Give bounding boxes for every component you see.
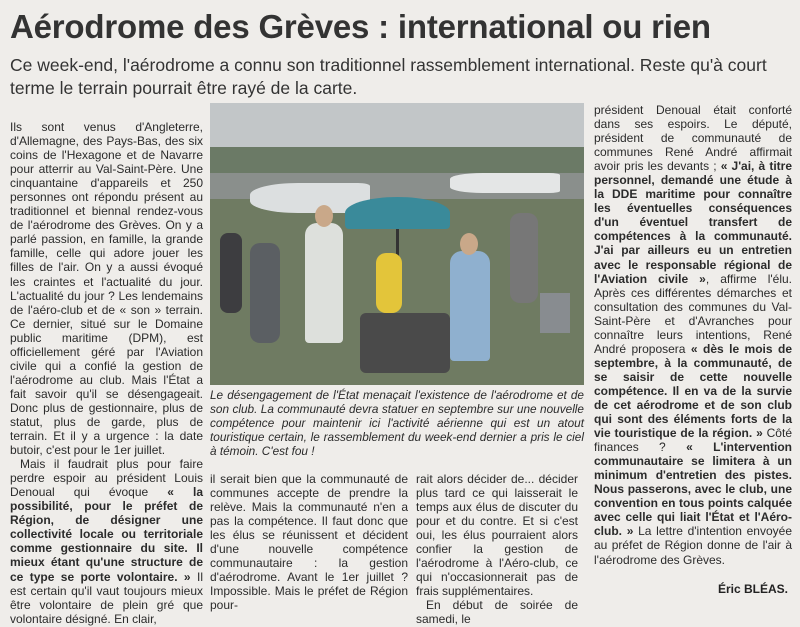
quote-prefet: « la possibilité, pour le préfet de Région, de désigner une collectivité locale ou territoriale comme gestionnaire du site. Il mieux étant qu'une structure de ce type se porte volontaire. » bbox=[10, 485, 204, 584]
paragraph-text: La lettre d'intention envoyée au préfet de Région donne de l'air à l'aérodrome des Grèves. bbox=[594, 524, 792, 567]
paragraph-text: , affirme l'élu. Après ces différentes démarches et consultation des communes du Val-Saint-Père et d'Avranches pour connaître leurs intentions, René André proposera bbox=[594, 271, 792, 356]
photo-caption: Le désengagement de l'État menaçait l'existence de l'aérodrome et de son club. La communauté devra statuer en septembre sur une nouvelle compétence pour maintenir ici l'activité aérienne qui est un atout touristique certain, le rassemblement du week-end dernier a pris le ciel à témoin. C'est fou ! bbox=[210, 388, 584, 458]
paragraph-text: président Denoual était conforté dans ses espoirs. Le député, président de communauté de communes René André affirmait avoir pris les devants ; bbox=[594, 103, 792, 174]
quote-competence: « dès le mois de septembre, à la communauté, de se saisir de cette nouvelle compétence. Il en va de la survie de cet aérodrome et de son club qui sont des éléments forts de la vie touristique de la région. » bbox=[594, 341, 792, 441]
article-column-2 bbox=[210, 472, 408, 612]
column-4-paragraph bbox=[594, 103, 792, 567]
column-3-paragraph-1: rait alors décider de... décider plus tard ce qui laisserait le temps aux élus de discuter du pour et du contre. Et si c'est oui, les élus pourraient alors confier la gestion de l'aérodrome à l'Aéro-club, ce qui n'occasionnerait pas de frais supplémentaires. bbox=[416, 472, 578, 599]
quote-depute: « J'ai, à titre personnel, demandé une étude à la DDE maritime pour connaître les éventuelles conséquences d'un éventuel transfert de compétences à la communauté. J'ai par ailleurs eu un entretien avec le responsable régional de l'Aviation civile » bbox=[594, 159, 793, 286]
article-byline: Éric BLÉAS. bbox=[718, 582, 789, 596]
column-3-paragraph-2: En début de soirée de samedi, le bbox=[416, 598, 578, 627]
paragraph-text: Mais il faudrait plus pour faire perdre espoir au président Louis Denoual qui évoque bbox=[10, 457, 203, 500]
article-column-4 bbox=[594, 103, 792, 567]
article-photo bbox=[210, 103, 584, 385]
column-1-paragraph-1: Ils sont venus d'Angleterre, d'Allemagne, des Pays-Bas, des six coins de l'Hexagone et de Navarre pour atterrir au Val-Saint-Père. Une cinquantaine d'appareils et 250 personnes ont répondu présent au traditionnel et biennal rendez-vous de l'aérodrome des Grèves. On y a parlé passion, en famille, la grande famille, celle qui adore jouer les filles de l'air. On y a aussi évoqué les craintes et l'actualité du jour. L'actualité du jour ? Les lendemains de l'aéro-club et de « son » terrain. Ce dernier, situé sur le Domaine public maritime (DPM), est officiellement géré par l'Aviation civile qui a confié la gestion de l'aérodrome au club. Mais l'État a fait savoir qu'il se désengageait. Donc plus de gestionnaire, plus de statut, plus de garde, plus de terrain. Et il y a urgence : la date butoir, c'est pour le 1er juillet. bbox=[10, 120, 203, 458]
column-1-paragraph-2 bbox=[10, 457, 203, 626]
article-standfirst: Ce week-end, l'aérodrome a connu son traditionnel rassemblement international. Reste qu'à court terme le terrain pourrait être rayé de la carte. bbox=[10, 55, 767, 98]
article-column-1 bbox=[10, 120, 203, 626]
article-column-3 bbox=[416, 472, 578, 627]
paragraph-text: Côté finances ? bbox=[594, 426, 792, 455]
quote-intervention: « L'intervention communautaire se limitera à un minimum d'entretien des pistes. Nous passerons, avec le club, une convention en tous points calquée avec celle qui liait l'État et l'Aéro-club. » bbox=[594, 440, 792, 539]
article-headline: Aérodrome des Grèves : international ou rien bbox=[10, 8, 711, 45]
paragraph-text: Il est certain qu'il vaut toujours mieux être volontaire de plein gré que volontaire désigné. En clair, bbox=[10, 569, 203, 626]
column-2-paragraph: il serait bien que la communauté de communes accepte de prendre la relève. Mais la communauté n'en a pas la compétence. Il faut donc que les élus se réunissent et décident d'une nouvelle compétence communautaire : la gestion d'aérodrome. Avant le 1er juillet ? Impossible. Mais le préfet de Région pour- bbox=[210, 472, 408, 613]
